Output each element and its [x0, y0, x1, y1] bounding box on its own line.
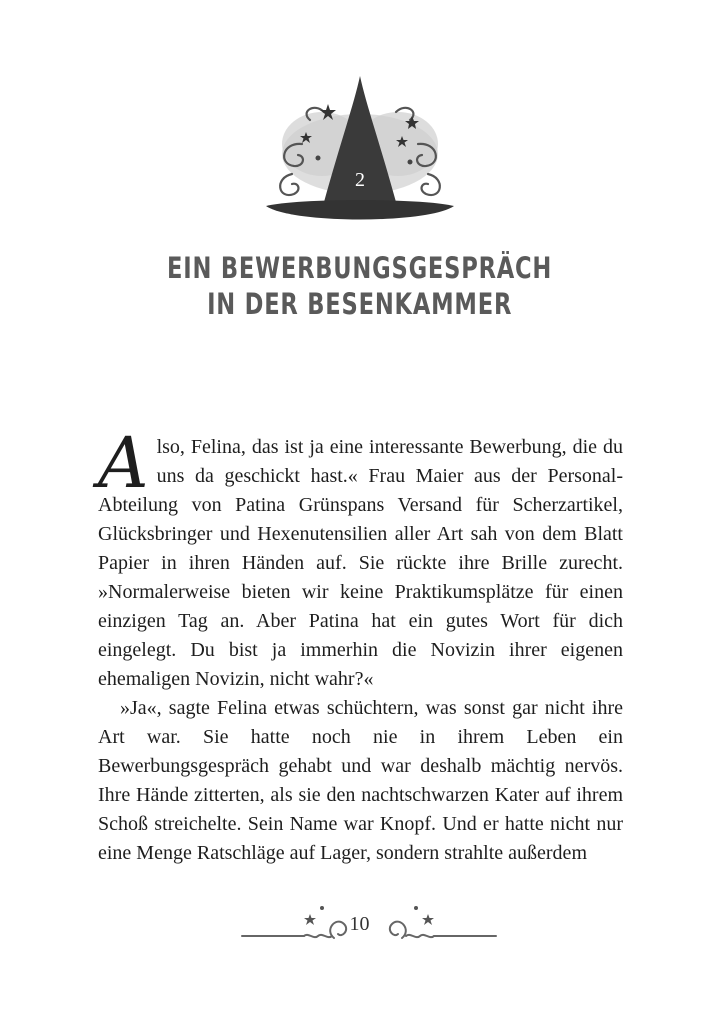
paragraph-1-text: lso, Felina, das ist ja eine interessante Bewerbung, die du uns da geschickt hast.« Frau Maier aus der Personal-Abteilung von Patina Grünspans Versand für Scherzartikel, Glücksbringer und Hexenutensilien aller Art sah von dem Blatt Papier in ihren Händen auf. Sie rückte ihre Brille zurecht. »Normalerweise bieten wir keine Praktikumsplätze für einen einzigen Tag an. Aber Patina hat ein gutes Wort für dich eingelegt. Du bist ja immerhin die Novizin ihrer eigenen ehemaligen Novizin, nicht wahr?«: [98, 436, 623, 690]
paragraph-2: »Ja«, sagte Felina etwas schüchtern, was sonst gar nicht ihre Art war. Sie hatte noch nie in ihrem Leben ein Bewerbungsgespräch gehabt und war deshalb mächtig nervös. Ihre Hände zitterten, als sie den nachtschwarzen Kater auf ihrem Schoß streichelte. Sein Name war Knopf. Und er hatte nicht nur eine Menge Ratschläge auf Lager, sondern strahlte außerdem: [98, 697, 623, 864]
drop-cap: A: [98, 422, 149, 504]
witch-hat-illustration: [262, 74, 458, 224]
chapter-title-line-1: EIN BEWERBUNGSGESPRÄCH: [167, 251, 553, 285]
chapter-body: [98, 422, 623, 868]
chapter-number: 2: [355, 169, 365, 191]
chapter-title-line-2: IN DER BESENKAMMER: [207, 287, 513, 321]
page-number: 10: [349, 913, 370, 935]
paragraph-1: [98, 422, 623, 694]
